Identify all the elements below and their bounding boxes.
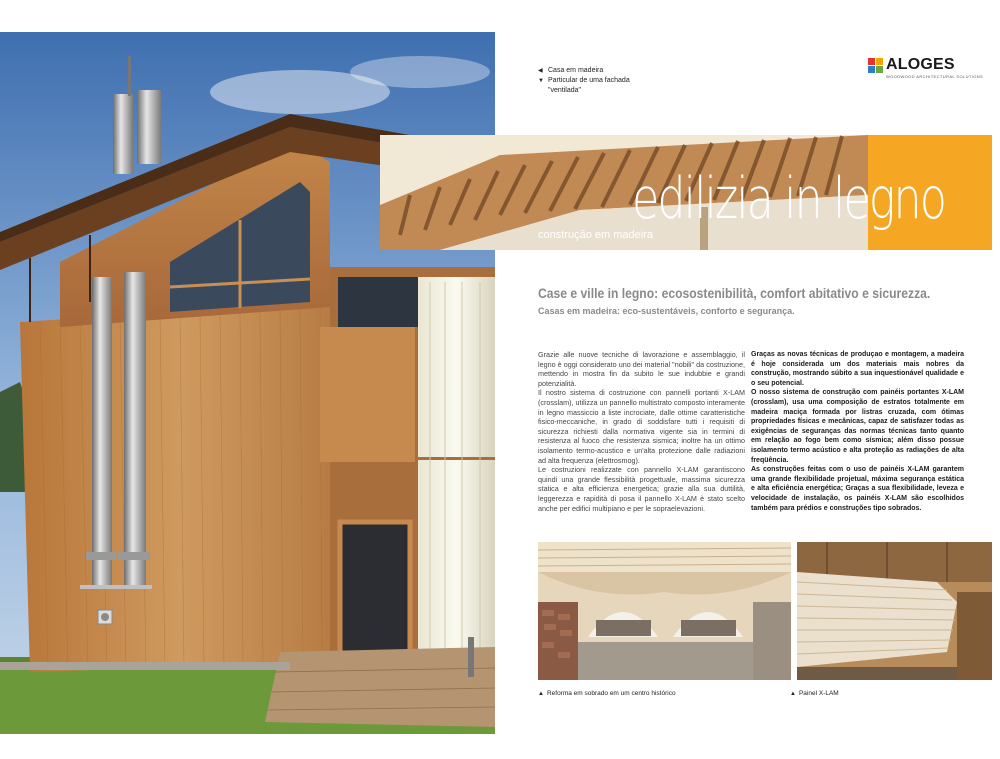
logo-tagline: WOODWOOD ARCHITECTURAL SOLUTIONS xyxy=(886,74,984,79)
photo-caption-2: ▲ Painel X-LAM xyxy=(790,690,839,697)
article-subheading: Casas em madeira: eco-sustentáveis, conforto e segurança. xyxy=(538,306,795,316)
portuguese-paragraph: O nosso sistema de construção com painéis portantes X-LAM (crosslam), usa uma composição de estratos totalmente em madeira maciça formada por listras cruzada, com ótimas propriedades físicas e mecânicas, capaz de satisfazer todas as exigências de seguranças das normas técnicas tanto quanto em relação ao fogo bem como sísmica; além disso possue isolamento termo acústico e alta proteção as radiações de alta freqüência. xyxy=(751,389,964,464)
triangle-left-icon: ◀ xyxy=(538,68,543,74)
banner-title: edilizia in legno xyxy=(632,166,945,232)
renovation-photo xyxy=(538,542,791,680)
triangle-down-icon: ▼ xyxy=(538,78,544,84)
photo-caption-1: ▲ Reforma em sobrado em um centro histórico xyxy=(538,690,676,697)
article-heading: Case e ville in legno: ecosostenibilità, comfort abitativo e sicurezza. xyxy=(538,286,931,301)
banner-subtitle: construção em madeira xyxy=(538,229,653,241)
photo-captions xyxy=(538,66,630,95)
xlam-panel-photo xyxy=(797,542,992,680)
italian-paragraph: Il nostro sistema di costruzione con pannelli portanti X-LAM (crosslam), utilizza un pannello multistrato composto interamente in legno massiccio a liste incrociate, dalle ottime caratteristiche fisico-meccaniche, in grado di soddisfare tutti i requisiti di sicurezza richiesti dalla normativa vigente sia in termini di resistenza al fuoco che resistenza sismica; inoltre ha un ottimo isolamento termo-acustico e un'alta protezione dalle radiazioni ad alta frequenza (elettrosmog). xyxy=(538,388,745,465)
portuguese-column xyxy=(751,350,964,513)
triangle-up-icon: ▲ xyxy=(538,691,544,697)
italian-paragraph: Grazie alle nuove tecniche di lavorazione e assemblaggio, il legno è oggi considerato uno dei material "nobili" da costruzione, mettendo in mostra fin da subito le sue indubbie e grandi potenzialità. xyxy=(538,350,745,388)
caption-line-1: ◀ Casa em madeira xyxy=(538,67,604,74)
triangle-up-icon: ▲ xyxy=(790,691,796,697)
caption-line-2: ▼ Particular de uma fachada xyxy=(538,77,630,84)
caption-line-3: "ventilada" xyxy=(548,87,581,94)
italian-column xyxy=(538,350,745,513)
logo-brand: ALOGES xyxy=(886,56,955,73)
italian-paragraph: Le costruzioni realizzate con pannello X-LAM garantiscono quindi una grande flessibilità progettuale, massima sicurezza statica e alta efficienza energetica; grazie alla sua duttilità, leggerezza e rapidità di posa il pannello X-LAM è stato scelto anche per edifici multipiano e per le sopraelevazioni. xyxy=(538,465,745,513)
logo-mark-icon xyxy=(868,58,883,73)
portuguese-paragraph: As construções feitas com o uso de painéis X-LAM garantem uma grande flexibilidade projetual, máxima segurança estática e alta eficiência energética; Graças a sua flexibilidade, leveza e velocidade de instalação, os painéis X-LAM são escolhidos também para prédios e construções tipo sobrados. xyxy=(751,466,964,512)
portuguese-paragraph: Graças as novas técnicas de produçao e montagem, a madeira é hoje considerada um dos materiais mais nobres da construção, mostrando súbito a sua inquestionável qualidade e o seu potencial. xyxy=(751,351,964,387)
